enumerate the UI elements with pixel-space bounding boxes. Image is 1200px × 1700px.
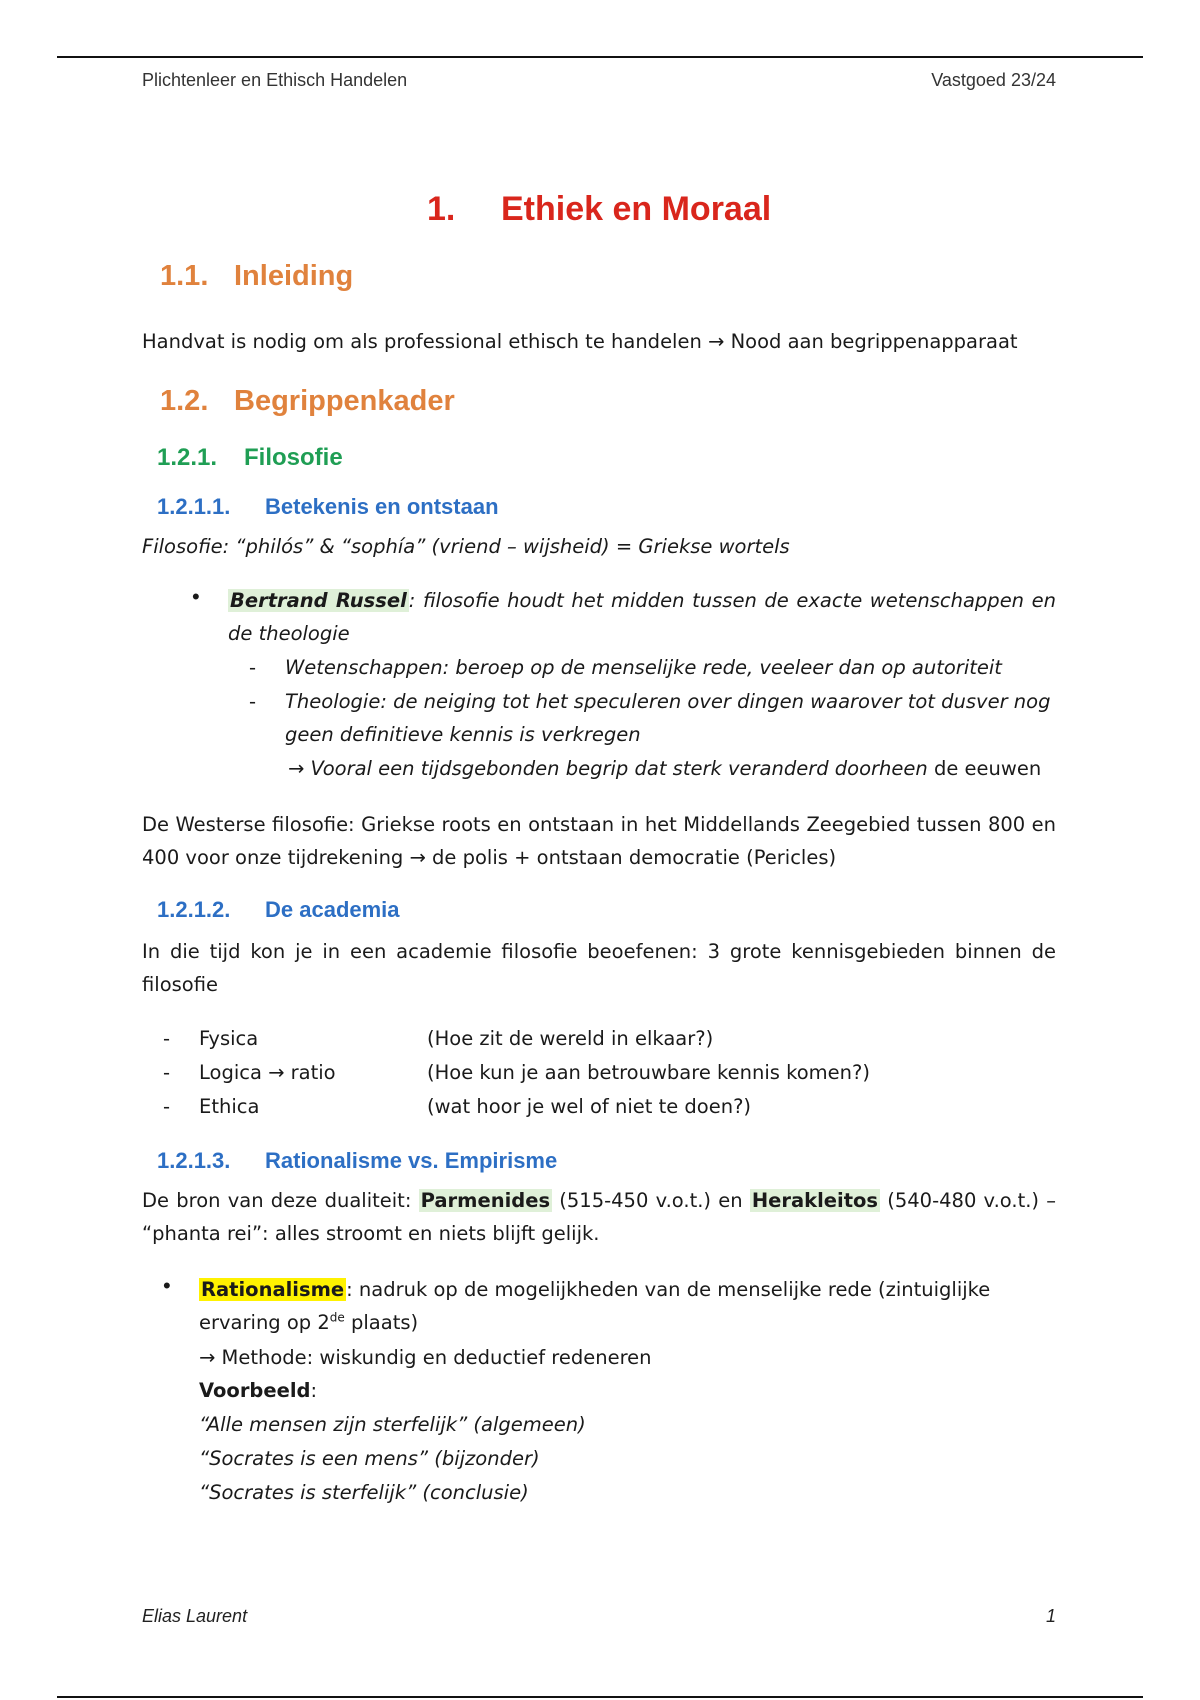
text-part: (540-480 v.o.t.) – “phanta rei”: alles stroomt en niets blijft gelijk. [142, 1189, 1056, 1245]
section-heading-begrippenkader [160, 385, 455, 418]
text-part: (515-450 v.o.t.) en [552, 1189, 750, 1212]
header-program: Vastgoed 23/24 [931, 70, 1056, 90]
kennisgebied-desc: (Hoe zit de wereld in elkaar?) [427, 1027, 714, 1050]
kennisgebied-name: Logica → ratio [199, 1061, 336, 1084]
note-plain: de eeuwen [927, 757, 1042, 780]
voorbeeld-label [199, 1374, 317, 1407]
chapter-title [427, 190, 771, 229]
heading-title: De academia [265, 897, 400, 922]
herakleitos-name: Herakleitos [751, 1189, 879, 1212]
footer-rule [57, 1696, 1143, 1698]
tijdsgebonden-note [288, 752, 1056, 785]
section-title: Inleiding [234, 260, 354, 292]
subsection-title: Filosofie [244, 444, 343, 471]
heading-title: Betekenis en ontstaan [265, 494, 499, 519]
heading-number: 1.2.1.3. [157, 1148, 231, 1173]
example-line: “Alle mensen zijn sterfelijk” (algemeen) [199, 1413, 586, 1436]
rationalisme-bullet [199, 1273, 1056, 1339]
kennisgebied-name: Ethica [199, 1095, 260, 1118]
heading-title: Rationalisme vs. Empirisme [265, 1148, 558, 1173]
heading-rationalisme [157, 1148, 557, 1174]
methode-line: → Methode: wiskundig en deductief redeneren [199, 1346, 652, 1369]
academia-intro: In die tijd kon je in een academie filosofie beoefenen: 3 grote kennisgebieden binnen de filosofie [142, 940, 1056, 996]
subsection-heading-filosofie [157, 444, 343, 472]
parmenides-name: Parmenides [420, 1189, 551, 1212]
dash-marker: - [249, 656, 257, 679]
bullet-dot: • [192, 584, 200, 609]
dash-marker: - [249, 690, 257, 713]
kennisgebied-desc: (wat hoor je wel of niet te doen?) [427, 1095, 752, 1118]
superscript: de [329, 1310, 345, 1325]
page-number: 1 [1045, 1606, 1056, 1626]
section-number: 1.1. [160, 260, 209, 292]
russel-bullet [228, 584, 1056, 650]
dash-marker: - [163, 1027, 171, 1050]
russel-text: : filosofie houdt het midden tussen de exacte wetenschappen en de theologie [228, 589, 1056, 645]
westerse-filosofie-text: De Westerse filosofie: Griekse roots en ontstaan in het Middellands Zeegebied tussen 800 en 400 voor onze tijdrekening → de polis + ontstaan democratie (Pericles) [142, 813, 1056, 869]
dash-marker: - [163, 1095, 171, 1118]
filosofie-etymology: Filosofie: “philós” & “sophía” (vriend – wijsheid) = Griekse wortels [142, 535, 790, 558]
note-italic: → Vooral een tijdsgebonden begrip dat sterk veranderd doorheen [288, 757, 928, 780]
sub-wetenschappen: Wetenschappen: beroep op de menselijke rede, veeleer dan op autoriteit [285, 656, 1002, 679]
kennisgebied-name: Fysica [199, 1027, 259, 1050]
inleiding-text: Handvat is nodig om als professional ethisch te handelen → Nood aan begrippenapparaat [142, 330, 1018, 353]
footer-author: Elias Laurent [142, 1606, 248, 1626]
voorbeeld-word: Voorbeeld [199, 1379, 311, 1402]
text-part: De bron van deze dualiteit: [142, 1189, 419, 1212]
bullet-dot: • [163, 1273, 171, 1298]
rationalisme-term: Rationalisme [201, 1278, 345, 1301]
heading-number: 1.2.1.1. [157, 494, 231, 519]
section-number: 1.2. [160, 385, 209, 417]
section-heading-inleiding [160, 260, 353, 293]
sub-theologie: Theologie: de neiging tot het speculeren over dingen waarover tot dusver nog geen definitieve kennis is verkregen [285, 690, 1051, 746]
text-part: plaats) [344, 1311, 419, 1334]
example-line: “Socrates is een mens” (bijzonder) [199, 1447, 540, 1470]
subsection-number: 1.2.1. [157, 444, 218, 471]
kennisgebied-desc: (Hoe kun je aan betrouwbare kennis komen?) [427, 1061, 870, 1084]
header-rule [57, 56, 1143, 58]
section-title: Begrippenkader [234, 385, 455, 417]
chapter-number: 1. [427, 190, 456, 228]
heading-betekenis [157, 494, 499, 520]
header-course-title: Plichtenleer en Ethisch Handelen [142, 70, 408, 90]
dualiteit-text [142, 1184, 1056, 1250]
russel-name: Bertrand Russel [230, 589, 407, 612]
example-line: “Socrates is sterfelijk” (conclusie) [199, 1481, 529, 1504]
dash-marker: - [163, 1061, 171, 1084]
colon: : [310, 1379, 318, 1402]
text-part: : nadruk op de mogelijkheden van de menselijke rede (zintuiglijke ervaring op 2 [199, 1278, 991, 1334]
heading-number: 1.2.1.2. [157, 897, 231, 922]
chapter-title-text: Ethiek en Moraal [501, 190, 772, 228]
heading-academia [157, 897, 400, 923]
